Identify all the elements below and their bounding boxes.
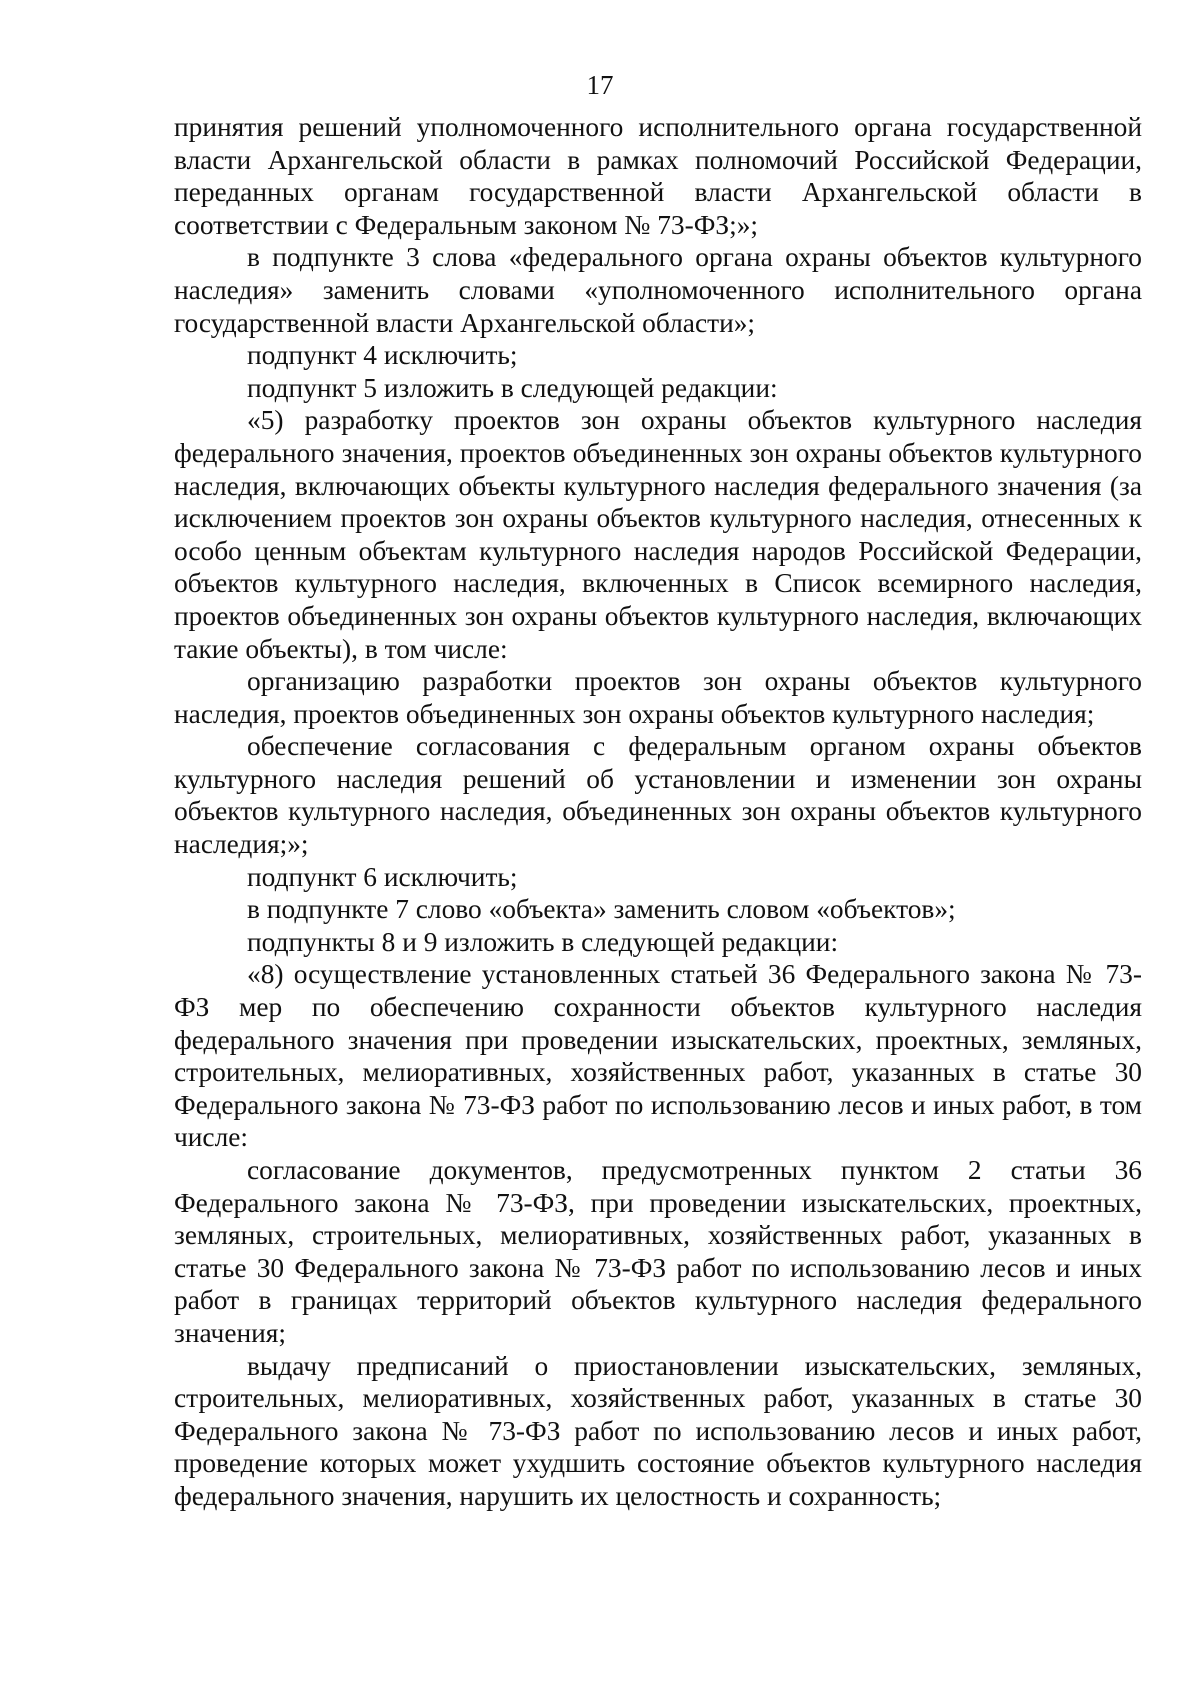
paragraph: принятия решений уполномоченного исполнительного органа государственной власти Архангельской области в рамках полномочий Российской Федерации, переданных органам государственной власти Архангельской области в соответствии с Федеральным законом № 73-ФЗ;»; [174,112,1142,240]
paragraph: в подпункте 3 слова «федерального органа охраны объектов культурного наследия» заменить словами «уполномоченного исполнительного органа государственной власти Архангельской области»; [174,242,1142,338]
paragraph: подпункт 4 исключить; [247,340,518,371]
page-number: 17 [586,70,614,100]
paragraph: «8) осуществление установленных статьей 36 Федерального закона № 73-ФЗ мер по обеспечению сохранности объектов культурного наследия федерального значения при проведении изыскательских, проектных, земляных, строительных, мелиоративных, хозяйственных работ, указанных в статье 30 Федерального закона № 73-ФЗ работ по использованию лесов и иных работ, в том числе: [174,959,1142,1153]
paragraph: обеспечение согласования с федеральным органом охраны объектов культурного наследия решений об установлении и изменении зон охраны объектов культурного наследия, объединенных зон охраны объектов культурного наследия;»; [174,731,1142,860]
paragraph: подпункты 8 и 9 изложить в следующей редакции: [247,926,839,957]
paragraph: согласование документов, предусмотренных пунктом 2 статьи 36 Федерального закона № 73-ФЗ, при проведении изыскательских, проектных, земляных, строительных, мелиоративных, хозяйственных работ, указанных в статье 30 Федерального закона № 73-ФЗ работ по использованию лесов и иных работ в границах территорий объектов культурного наследия федерального значения; [174,1155,1142,1348]
paragraph: организацию разработки проектов зон охраны объектов культурного наследия, проектов объединенных зон охраны объектов культурного наследия; [174,666,1142,729]
paragraph: подпункт 5 изложить в следующей редакции: [247,372,778,403]
paragraph: выдачу предписаний о приостановлении изыскательских, земляных, строительных, мелиоративных, хозяйственных работ, указанных в статье 30 Федерального закона № 73-ФЗ работ по использованию лесов и иных работ, проведение которых может ухудшить состояние объектов культурного наследия федерального значения, нарушить их целостность и сохранность; [174,1350,1142,1511]
document-body [174,111,1142,1513]
paragraph: «5) разработку проектов зон охраны объектов культурного наследия федерального значения, проектов объединенных зон охраны объектов культурного наследия, включающих объекты культурного наследия федерального значения (за исключением проектов зон охраны объектов культурного наследия, отнесенных к особо ценным объектам культурного наследия народов Российской Федерации, объектов культурного наследия, включенных в Список всемирного наследия, проектов объединенных зон охраны объектов культурного наследия, включающих такие объекты), в том числе: [174,405,1142,664]
paragraph: в подпункте 7 слово «объекта» заменить словом «объектов»; [247,894,956,925]
paragraph: подпункт 6 исключить; [247,861,518,892]
